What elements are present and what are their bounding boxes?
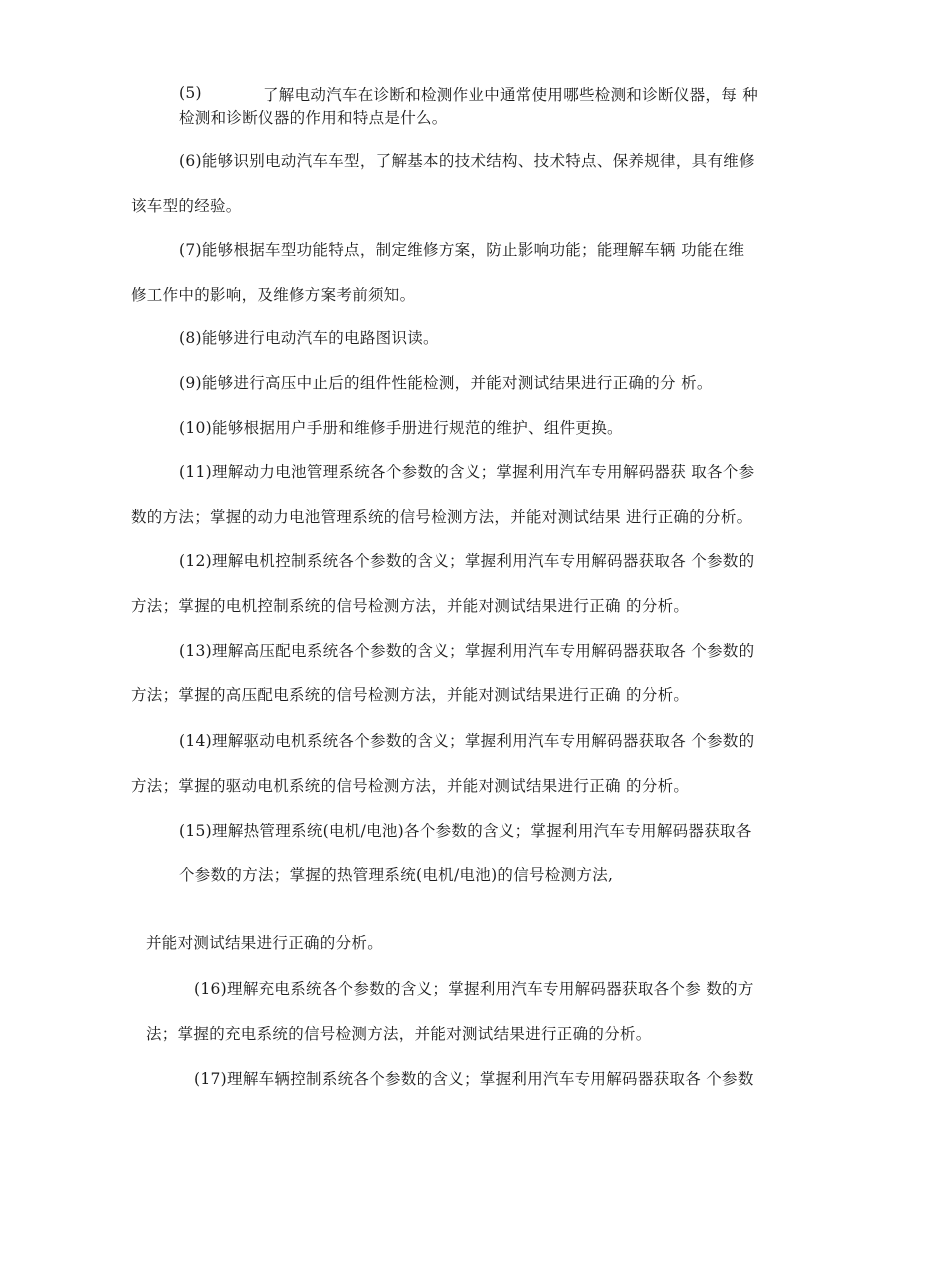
item-16-line-2: 法；掌握的充电系统的信号检测方法，并能对测试结果进行正确的分析。 <box>146 1025 652 1043</box>
item-14-line-2: 方法；掌握的驱动电机系统的信号检测方法，并能对测试结果进行正确 的分析。 <box>131 777 690 795</box>
item-7-line-2: 修工作中的影响，及维修方案考前须知。 <box>131 286 416 304</box>
item-15-line-1: (15)理解热管理系统(电机/电池)各个参数的含义；掌握利用汽车专用解码器获取各 <box>179 822 752 840</box>
item-15-line-2: 个参数的方法；掌握的热管理系统(电机/电池)的信号检测方法, <box>179 866 614 884</box>
item-11-line-1: (11)理解动力电池管理系统各个参数的含义；掌握利用汽车专用解码器获 取各个参 <box>179 463 755 481</box>
item-6-line-2: 该车型的经验。 <box>131 197 242 215</box>
item-11-line-2: 数的方法；掌握的动力电池管理系统的信号检测方法，并能对测试结果 进行正确的分析。 <box>131 508 753 526</box>
item-13-line-1: (13)理解高压配电系统各个参数的含义；掌握利用汽车专用解码器获取各 个参数的 <box>179 642 755 660</box>
item-8-line-1: (8)能够进行电动汽车的电路图识读。 <box>179 329 439 347</box>
item-7-line-1: (7)能够根据车型功能特点，制定维修方案，防止影响功能；能理解车辆 功能在维 <box>179 241 745 259</box>
item-5-line-1: 了解电动汽车在诊断和检测作业中通常使用哪些检测和诊断仪器，每 种 <box>263 86 759 104</box>
item-5-line-2: 检测和诊断仪器的作用和特点是什么。 <box>179 109 448 127</box>
item-15-line-3: 并能对测试结果进行正确的分析。 <box>146 934 384 952</box>
item-17-line-1: (17)理解车辆控制系统各个参数的含义；掌握利用汽车专用解码器获取各 个参数 <box>194 1070 754 1088</box>
item-10-line-1: (10)能够根据用户手册和维修手册进行规范的维护、组件更换。 <box>179 419 623 437</box>
item-13-line-2: 方法；掌握的高压配电系统的信号检测方法，并能对测试结果进行正确 的分析。 <box>131 686 690 704</box>
item-12-line-2: 方法；掌握的电机控制系统的信号检测方法，并能对测试结果进行正确 的分析。 <box>131 597 690 615</box>
item-6-line-1: (6)能够识别电动汽车车型，了解基本的技术结构、技术特点、保养规律，具有维修 <box>179 152 755 170</box>
item-5-number: (5) <box>179 84 202 102</box>
item-12-line-1: (12)理解电机控制系统各个参数的含义；掌握利用汽车专用解码器获取各 个参数的 <box>179 552 755 570</box>
item-16-line-1: (16)理解充电系统各个参数的含义；掌握利用汽车专用解码器获取各个参 数的方 <box>194 980 754 998</box>
item-9-line-1: (9)能够进行高压中止后的组件性能检测，并能对测试结果进行正确的分 析。 <box>179 374 713 392</box>
item-14-line-1: (14)理解驱动电机系统各个参数的含义；掌握利用汽车专用解码器获取各 个参数的 <box>179 732 755 750</box>
